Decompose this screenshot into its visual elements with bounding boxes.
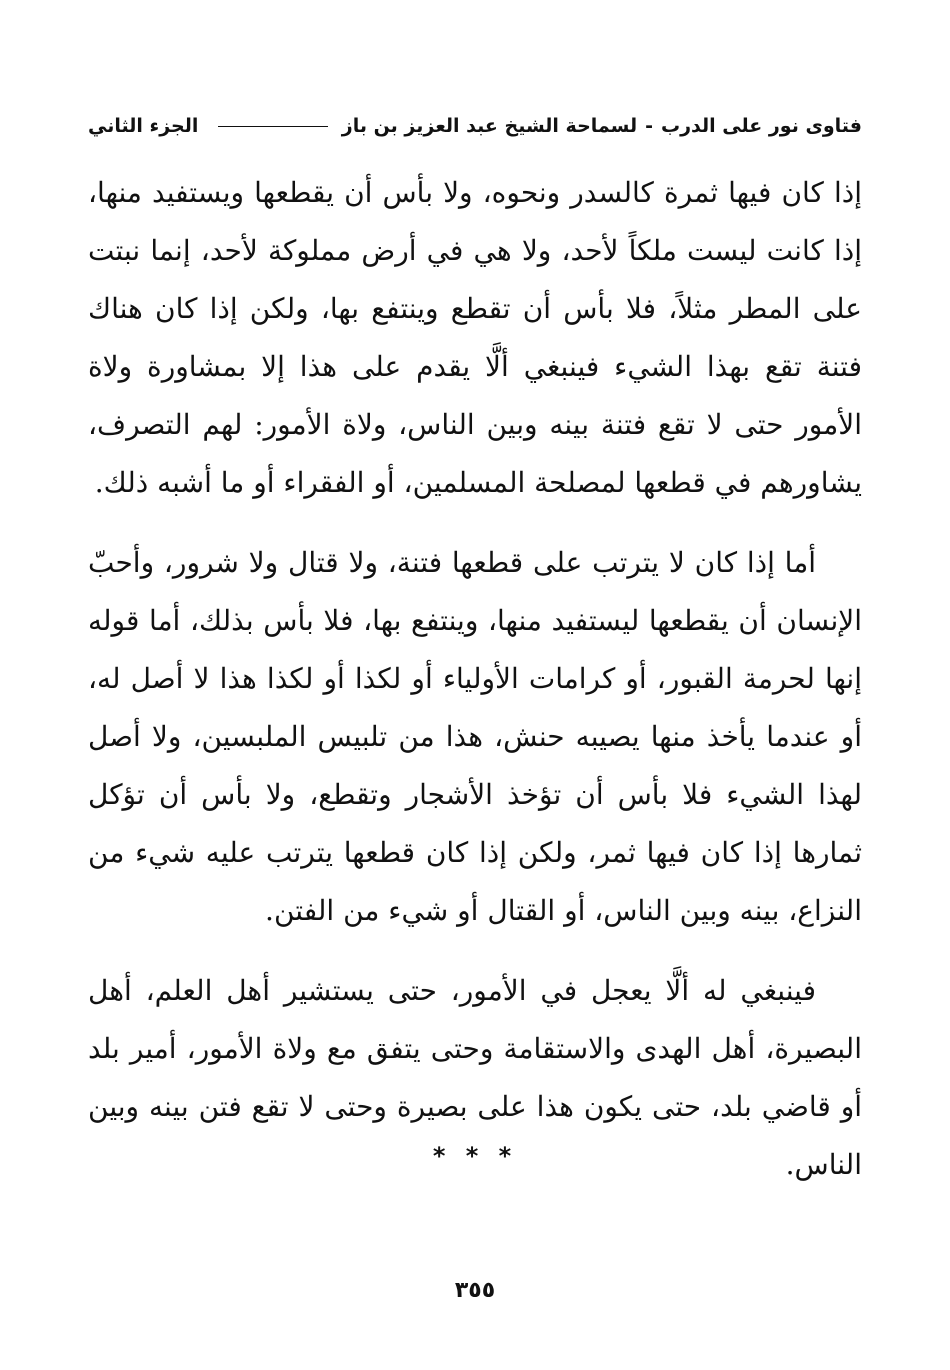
header-author: لسماحة الشيخ عبد العزيز بن باز [341,115,638,137]
paragraph-3: فينبغي له ألَّا يعجل في الأمور، حتى يستشير أهل العلم، أهل البصيرة، أهل الهدى والاستقامة وحتى يتفق مع ولاة الأمور، أمير بلد أو قاضي بلد، حتى يكون هذا على بصيرة وحتى لا تقع فتن بينه وبين الناس. [88,974,862,1181]
body-text [88,164,862,1216]
paragraph-1: إذا كان فيها ثمرة كالسدر ونحوه، ولا بأس أن يقطعها ويستفيد منها، إذا كانت ليست ملكاً لأحد، ولا هي في أرض مملوكة لأحد، إنما نبتت على المطر مثلاً، فلا بأس أن تقطع وينتفع بها، ولكن إذا كان هناك فتنة تقع بهذا الشيء فينبغي ألَّا يقدم على هذا إلا بمشاورة ولاة الأمور حتى لا تقع فتنة بينه وبين الناس، ولاة الأمور: لهم التصرف، يشاورهم في قطعها لمصلحة المسلمين، أو الفقراء أو ما أشبه ذلك. [88,176,862,499]
running-header [88,108,862,144]
header-book-title: فتاوى نور على الدرب [661,115,862,137]
header-dash: - [645,115,653,137]
paragraph-2: أما إذا كان لا يترتب على قطعها فتنة، ولا قتال ولا شرور، وأحبّ الإنسان أن يقطعها ليستفيد منها، وينتفع بها، فلا بأس بذلك، أما قوله إنها لحرمة القبور، أو كرامات الأولياء أو لكذا أو لكذا هذا لا أصل له، أو عندما يأخذ منها يصيبه حنش، هذا من تلبيس الملبسين، ولا أصل لهذا الشيء فلا بأس أن تؤخذ الأشجار وتقطع، ولا بأس أن تؤكل ثمارها إذا كان فيها ثمر، ولكن إذا كان قطعها يترتب عليه شيء من النزاع، بينه وبين الناس، أو القتال أو شيء من الفتن. [88,546,862,927]
header-volume: الجزء الثاني [88,115,199,137]
section-separator: * * * [432,1142,518,1170]
header-title-group [212,115,862,137]
page-number: ٣٥٥ [454,1278,496,1303]
header-rule [218,126,328,127]
